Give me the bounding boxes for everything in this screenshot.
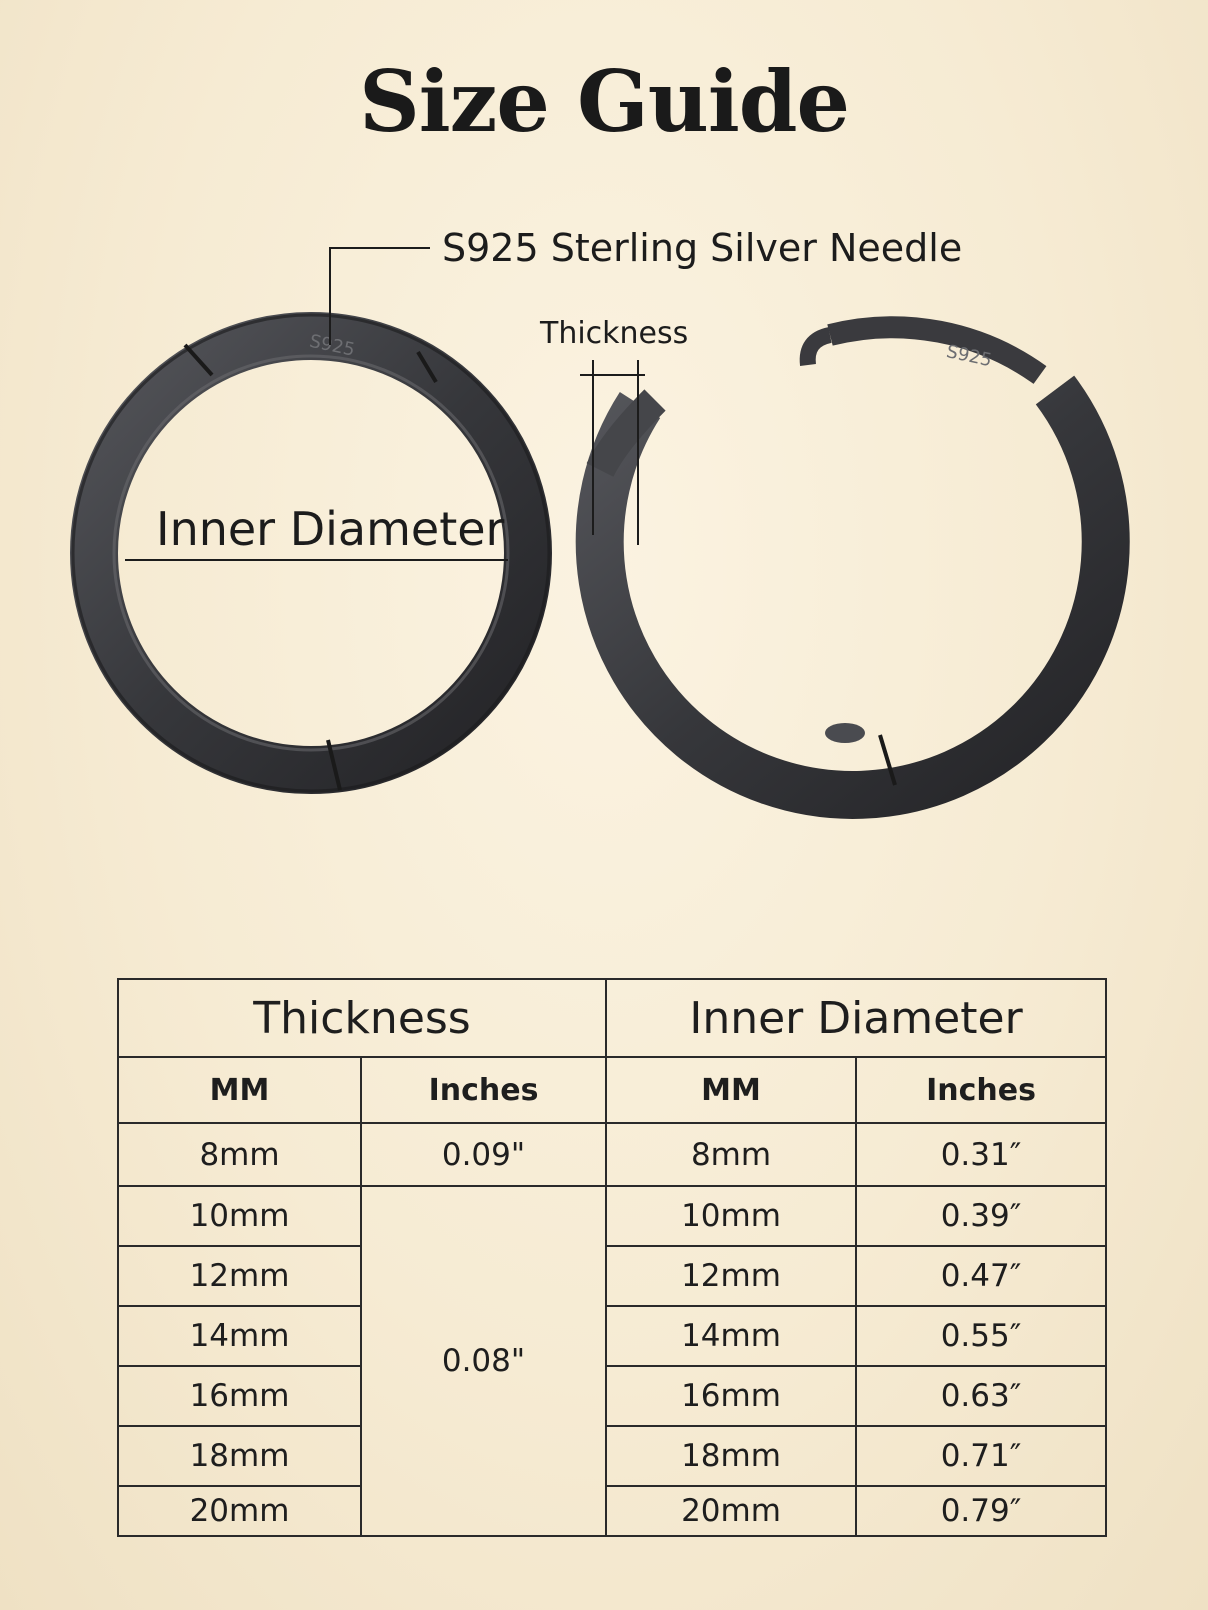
diameter-mm-cell: 8mm (606, 1123, 856, 1186)
diameter-group-header: Inner Diameter (606, 979, 1106, 1057)
diameter-mm-cell: 10mm (606, 1186, 856, 1246)
thickness-mm-cell: 14mm (118, 1306, 361, 1366)
diameter-mm-cell: 14mm (606, 1306, 856, 1366)
table-row (118, 1186, 1106, 1246)
diameter-inches-cell: 0.63″ (856, 1366, 1106, 1426)
diameter-inches-cell: 0.71″ (856, 1426, 1106, 1486)
thickness-mm-cell: 18mm (118, 1426, 361, 1486)
table-row (118, 1123, 1106, 1186)
table-row (118, 1486, 1106, 1536)
thickness-inches-header: Inches (361, 1057, 606, 1123)
thickness-mm-header: MM (118, 1057, 361, 1123)
diameter-mm-cell: 18mm (606, 1426, 856, 1486)
page-title: Size Guide (359, 52, 849, 151)
table-row (118, 1426, 1106, 1486)
diameter-inches-header: Inches (856, 1057, 1106, 1123)
s925-stamp-left: S925 (307, 330, 357, 361)
diameter-inches-cell: 0.79″ (856, 1486, 1106, 1536)
thickness-mm-cell: 16mm (118, 1366, 361, 1426)
diameter-mm-cell: 16mm (606, 1366, 856, 1426)
diameter-mm-cell: 20mm (606, 1486, 856, 1536)
diameter-inches-cell: 0.31″ (856, 1123, 1106, 1186)
diameter-mm-cell: 12mm (606, 1246, 856, 1306)
table-row (118, 1246, 1106, 1306)
needle-callout-label: S925 Sterling Silver Needle (442, 226, 963, 270)
thickness-mm-cell: 12mm (118, 1246, 361, 1306)
thickness-inches-shared-cell: 0.08" (361, 1186, 606, 1536)
inner-diameter-callout-label: Inner Diameter (156, 502, 505, 556)
thickness-mm-cell: 20mm (118, 1486, 361, 1536)
thickness-inches-cell: 0.09" (361, 1123, 606, 1186)
diameter-mm-header: MM (606, 1057, 856, 1123)
size-table (117, 978, 1107, 1537)
thickness-mm-cell: 10mm (118, 1186, 361, 1246)
thickness-callout-label: Thickness (540, 316, 689, 351)
table-row (118, 1306, 1106, 1366)
open-hoop-image (600, 327, 1106, 795)
diameter-inches-cell: 0.47″ (856, 1246, 1106, 1306)
thickness-group-header: Thickness (118, 979, 606, 1057)
s925-stamp-right: S925 (944, 341, 994, 372)
thickness-mm-cell: 8mm (118, 1123, 361, 1186)
diameter-inches-cell: 0.55″ (856, 1306, 1106, 1366)
table-row (118, 1366, 1106, 1426)
diameter-inches-cell: 0.39″ (856, 1186, 1106, 1246)
